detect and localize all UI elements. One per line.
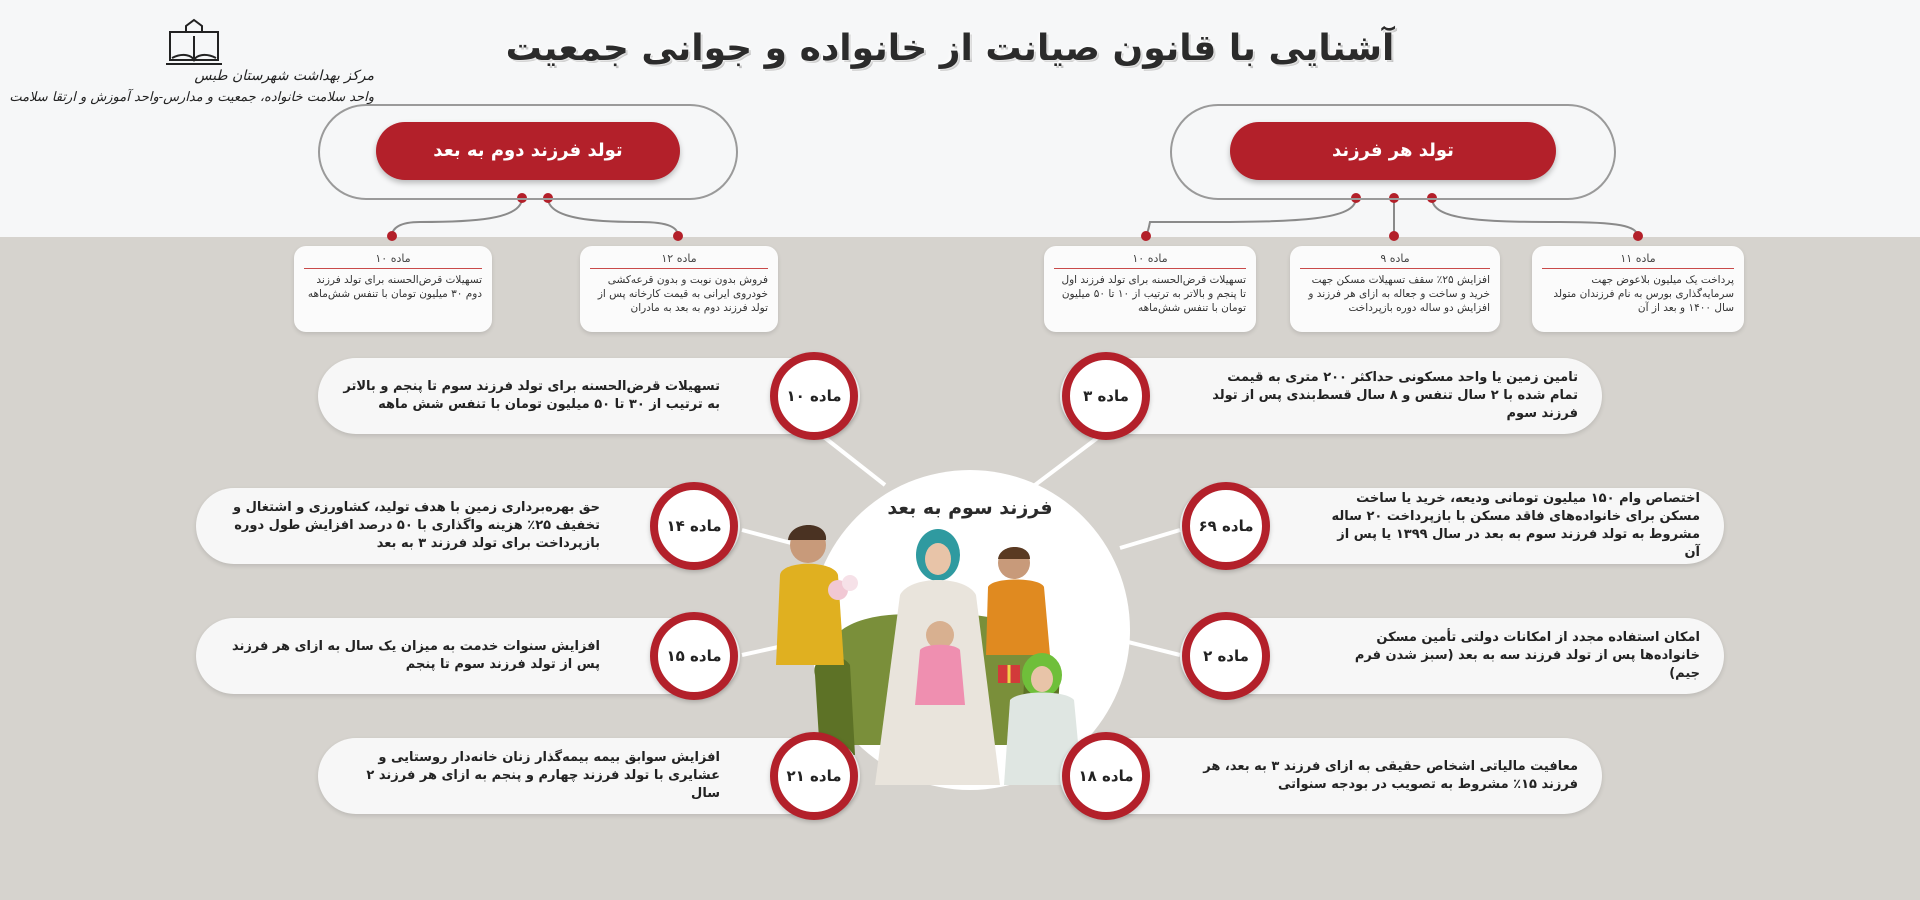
card-article-11 — [1532, 246, 1744, 332]
article-badge-21: ماده ۲۱ — [770, 732, 858, 820]
article-badge-69: ماده ۶۹ — [1182, 482, 1270, 570]
card-heading: ماده ۹ — [1300, 252, 1490, 269]
article-text: اختصاص وام ۱۵۰ میلیون تومانی ودیعه، خرید یا ساخت مسکن برای خانواده‌های فاقد مسکن با بازپرداخت ۲۰ ساله مشروط به تولد فرزند سوم به بعد در سال ۱۳۹۹ یا پس از آن — [1331, 491, 1700, 560]
article-text: تامین زمین یا واحد مسکونی حداکثر ۲۰۰ متری به قیمت تمام شده با ۲ سال تنفس و ۸ سال قسط‌بندی پس از تولد فرزند سوم — [1212, 370, 1578, 421]
card-article-12 — [580, 246, 778, 332]
group-label-second-child: تولد فرزند دوم به بعد — [376, 122, 680, 180]
card-article-9 — [1290, 246, 1500, 332]
article-text: افزایش سوابق بیمه بیمه‌گذار زنان خانه‌دار روستایی و عشایری با تولد فرزند چهارم و پنجم به ازای هر فرزند ۲ سال — [366, 750, 720, 801]
article-badge-3: ماده ۳ — [1062, 352, 1150, 440]
card-text: تسهیلات قرض‌الحسنه برای تولد فرزند اول تا پنجم و بالاتر به ترتیب از ۱۰ تا ۵۰ میلیون تومان با تنفس شش‌ماهه — [1061, 274, 1246, 314]
organization-logo — [9, 14, 374, 114]
card-heading: ماده ۱۱ — [1542, 252, 1734, 269]
center-title: فرزند سوم به بعد — [887, 497, 1053, 519]
card-article-10-right — [1044, 246, 1256, 332]
article-badge-18: ماده ۱۸ — [1062, 732, 1150, 820]
card-text: فروش بدون نوبت و بدون قرعه‌کشی خودروی ایرانی به قیمت کارخانه پس از تولد فرزند دوم به بعد به مادران — [597, 274, 768, 314]
card-article-10-left — [294, 246, 492, 332]
article-badge-10: ماده ۱۰ — [770, 352, 858, 440]
article-text: افزایش سنوات خدمت به میزان یک سال به ازای هر فرزند پس از تولد فرزند سوم تا پنجم — [231, 639, 600, 672]
article-badge-15: ماده ۱۵ — [650, 612, 738, 700]
article-text: امکان استفاده مجدد از امکانات دولتی تأمین مسکن خانواده‌ها پس از تولد فرزند سه به بعد (سبز شدن فرم جیم) — [1354, 630, 1700, 681]
card-heading: ماده ۱۰ — [1054, 252, 1246, 269]
article-text: تسهیلات قرض‌الحسنه برای تولد فرزند سوم تا پنجم و بالاتر به ترتیب از ۳۰ تا ۵۰ میلیون تومان با تنفس شش ماهه — [343, 379, 720, 412]
book-building-icon — [162, 18, 226, 70]
card-text: افزایش ۲۵٪ سقف تسهیلات مسکن جهت خرید و ساخت و جعاله به ازای هر فرزند و افزایش دو ساله دوره بازپرداخت — [1308, 274, 1490, 314]
article-text: حق بهره‌برداری زمین با هدف تولید، کشاورزی و اشتغال و تخفیف ۲۵٪ هزینه واگذاری با ۵۰ درصد افزایش طول دوره بازپرداخت برای تولد فرزند ۳ به بعد — [233, 500, 600, 551]
group-label-every-child: تولد هر فرزند — [1230, 122, 1556, 180]
logo-title: مرکز بهداشت شهرستان طبس — [194, 68, 374, 84]
article-text: معافیت مالیاتی اشخاص حقیقی به ازای فرزند ۳ به بعد، هر فرزند ۱۵٪ مشروط به تصویب در بودجه سنواتی — [1203, 759, 1578, 792]
article-badge-2: ماده ۲ — [1182, 612, 1270, 700]
page-title: آشنایی با قانون صیانت از خانواده و جوانی جمعیت — [505, 28, 1395, 69]
card-heading: ماده ۱۰ — [304, 252, 482, 269]
logo-subtitle: واحد سلامت خانواده، جمعیت و مدارس-واحد آموزش و ارتقا سلامت — [9, 90, 374, 105]
card-text: پرداخت یک میلیون بلاعوض جهت سرمایه‌گذاری بورس به نام فرزندان متولد سال ۱۴۰۰ و بعد از آن — [1553, 274, 1734, 314]
card-heading: ماده ۱۲ — [590, 252, 768, 269]
article-badge-14: ماده ۱۴ — [650, 482, 738, 570]
card-text: تسهیلات قرض‌الحسنه برای تولد فرزند دوم ۳۰ میلیون تومان با تنفس شش‌ماهه — [307, 274, 482, 300]
